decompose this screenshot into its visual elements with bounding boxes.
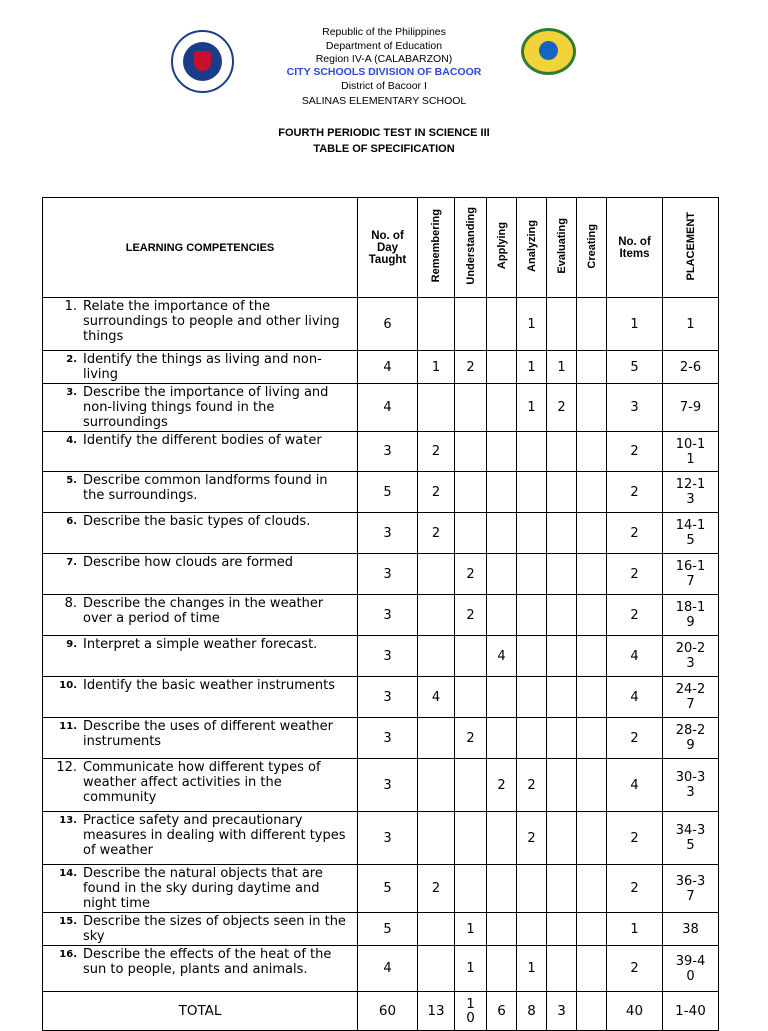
creating-cell — [577, 636, 607, 677]
table-row — [43, 472, 719, 513]
total-days: 60 — [358, 992, 418, 1031]
total-applying: 6 — [487, 992, 517, 1031]
analyzing-cell: 2 — [517, 759, 547, 812]
creating-cell — [577, 351, 607, 384]
analyzing-cell — [517, 677, 547, 718]
remembering-cell: 2 — [418, 865, 455, 913]
competency-number: 4. — [66, 435, 77, 446]
creating-cell — [577, 432, 607, 472]
table-row — [43, 432, 719, 472]
competency-cell — [43, 759, 358, 812]
header-applying: Applying — [487, 198, 517, 298]
competency-text: Communicate how different types of weather affect activities in the community — [83, 760, 321, 805]
evaluating-cell — [547, 432, 577, 472]
competency-number: 7. — [66, 557, 77, 568]
evaluating-cell — [547, 865, 577, 913]
competency-cell — [43, 595, 358, 636]
competency-number: 11. — [59, 721, 77, 732]
evaluating-cell — [547, 513, 577, 554]
creating-cell — [577, 865, 607, 913]
placement-cell: 39-40 — [663, 946, 719, 992]
test-subtitle: TABLE OF SPECIFICATION — [313, 143, 455, 155]
no-of-items-cell: 1 — [607, 913, 663, 946]
competency-text: Identify the different bodies of water — [83, 433, 322, 448]
header-region: Region IV-A (CALABARZON) — [315, 53, 453, 65]
table-row — [43, 636, 719, 677]
competency-number: 5. — [66, 475, 77, 486]
header-analyzing: Analyzing — [517, 198, 547, 298]
table-row — [43, 298, 719, 351]
no-of-items-cell: 1 — [607, 298, 663, 351]
days-taught-cell: 3 — [358, 812, 418, 865]
competency-number: 8. — [64, 596, 77, 611]
analyzing-cell — [517, 595, 547, 636]
applying-cell: 2 — [487, 759, 517, 812]
evaluating-cell — [547, 554, 577, 595]
understanding-cell — [455, 384, 487, 432]
remembering-cell: 2 — [418, 472, 455, 513]
table-row — [43, 595, 719, 636]
no-of-items-cell: 4 — [607, 636, 663, 677]
evaluating-cell — [547, 812, 577, 865]
table-row — [43, 946, 719, 992]
understanding-cell: 2 — [455, 351, 487, 384]
competency-number: 15. — [59, 916, 77, 927]
understanding-cell — [455, 865, 487, 913]
competency-number: 3. — [66, 387, 77, 398]
competency-cell — [43, 554, 358, 595]
competency-cell — [43, 636, 358, 677]
placement-cell: 1 — [663, 298, 719, 351]
understanding-cell: 2 — [455, 595, 487, 636]
placement-cell: 2-6 — [663, 351, 719, 384]
days-taught-cell: 4 — [358, 384, 418, 432]
creating-cell — [577, 554, 607, 595]
no-of-items-cell: 2 — [607, 554, 663, 595]
days-taught-cell: 3 — [358, 432, 418, 472]
total-items: 40 — [607, 992, 663, 1031]
competency-number: 9. — [66, 639, 77, 650]
competency-text: Describe common landforms found in the surroundings. — [83, 473, 328, 503]
remembering-cell — [418, 812, 455, 865]
analyzing-cell — [517, 913, 547, 946]
days-taught-cell: 3 — [358, 636, 418, 677]
analyzing-cell — [517, 718, 547, 759]
days-taught-cell: 5 — [358, 865, 418, 913]
competency-number: 16. — [59, 949, 77, 960]
applying-cell — [487, 351, 517, 384]
creating-cell — [577, 759, 607, 812]
total-analyzing: 8 — [517, 992, 547, 1031]
competency-cell — [43, 913, 358, 946]
header-no-of-items: No. of Items — [607, 198, 663, 298]
competency-text: Practice safety and precautionary measures in dealing with different types of weather — [83, 813, 346, 858]
no-of-items-cell: 2 — [607, 812, 663, 865]
competency-text: Describe how clouds are formed — [83, 555, 294, 570]
days-taught-cell: 5 — [358, 913, 418, 946]
table-row — [43, 913, 719, 946]
evaluating-cell — [547, 636, 577, 677]
header-placement: PLACEMENT — [663, 198, 719, 298]
placement-cell: 24-27 — [663, 677, 719, 718]
competency-cell — [43, 432, 358, 472]
no-of-items-cell: 2 — [607, 472, 663, 513]
placement-cell: 30-33 — [663, 759, 719, 812]
table-row — [43, 554, 719, 595]
no-of-items-cell: 2 — [607, 595, 663, 636]
analyzing-cell: 1 — [517, 298, 547, 351]
evaluating-cell — [547, 718, 577, 759]
competency-text: Describe the basic types of clouds. — [83, 514, 311, 529]
header-division: CITY SCHOOLS DIVISION OF BACOOR — [286, 66, 482, 78]
placement-cell: 7-9 — [663, 384, 719, 432]
header-understanding: Understanding — [455, 198, 487, 298]
days-taught-cell: 6 — [358, 298, 418, 351]
total-creating — [577, 992, 607, 1031]
table-row — [43, 759, 719, 812]
applying-cell — [487, 595, 517, 636]
no-of-items-cell: 3 — [607, 384, 663, 432]
placement-cell: 38 — [663, 913, 719, 946]
days-taught-cell: 3 — [358, 554, 418, 595]
placement-cell: 28-29 — [663, 718, 719, 759]
competency-cell — [43, 812, 358, 865]
evaluating-cell: 1 — [547, 351, 577, 384]
understanding-cell — [455, 812, 487, 865]
placement-cell: 20-23 — [663, 636, 719, 677]
competency-number: 6. — [66, 516, 77, 527]
no-of-items-cell: 2 — [607, 513, 663, 554]
table-row — [43, 351, 719, 384]
applying-cell — [487, 946, 517, 992]
competency-cell — [43, 718, 358, 759]
placement-cell: 36-37 — [663, 865, 719, 913]
competency-number: 1. — [64, 299, 77, 314]
header-days-taught: No. of Day Taught — [358, 198, 418, 298]
understanding-cell — [455, 298, 487, 351]
total-understanding: 10 — [455, 992, 487, 1031]
total-placement: 1-40 — [663, 992, 719, 1031]
creating-cell — [577, 595, 607, 636]
competency-cell — [43, 472, 358, 513]
evaluating-cell — [547, 472, 577, 513]
creating-cell — [577, 718, 607, 759]
remembering-cell: 1 — [418, 351, 455, 384]
header-remembering: Remembering — [418, 198, 455, 298]
creating-cell — [577, 913, 607, 946]
days-taught-cell: 3 — [358, 513, 418, 554]
remembering-cell — [418, 946, 455, 992]
creating-cell — [577, 384, 607, 432]
competency-cell — [43, 677, 358, 718]
analyzing-cell — [517, 636, 547, 677]
creating-cell — [577, 472, 607, 513]
applying-cell — [487, 513, 517, 554]
analyzing-cell — [517, 472, 547, 513]
analyzing-cell: 1 — [517, 351, 547, 384]
competency-text: Describe the effects of the heat of the sun to people, plants and animals. — [83, 947, 332, 977]
remembering-cell: 2 — [418, 513, 455, 554]
applying-cell — [487, 298, 517, 351]
applying-cell: 4 — [487, 636, 517, 677]
competency-text: Describe the natural objects that are found in the sky during daytime and night time — [83, 866, 323, 911]
analyzing-cell — [517, 554, 547, 595]
header-creating: Creating — [577, 198, 607, 298]
evaluating-cell — [547, 677, 577, 718]
applying-cell — [487, 677, 517, 718]
competency-number: 2. — [66, 354, 77, 365]
creating-cell — [577, 677, 607, 718]
competency-cell — [43, 946, 358, 992]
remembering-cell — [418, 913, 455, 946]
no-of-items-cell: 5 — [607, 351, 663, 384]
remembering-cell — [418, 298, 455, 351]
understanding-cell: 2 — [455, 554, 487, 595]
placement-cell: 18-19 — [663, 595, 719, 636]
competency-number: 13. — [59, 815, 77, 826]
no-of-items-cell: 4 — [607, 759, 663, 812]
remembering-cell — [418, 554, 455, 595]
competency-number: 12. — [56, 760, 77, 775]
remembering-cell: 4 — [418, 677, 455, 718]
evaluating-cell — [547, 759, 577, 812]
understanding-cell — [455, 432, 487, 472]
remembering-cell — [418, 636, 455, 677]
competency-cell — [43, 298, 358, 351]
applying-cell — [487, 472, 517, 513]
total-row — [43, 992, 719, 1031]
understanding-cell — [455, 759, 487, 812]
competency-text: Describe the changes in the weather over a period of time — [83, 596, 324, 626]
header-republic: Republic of the Philippines — [322, 26, 446, 38]
competency-text: Describe the sizes of objects seen in the sky — [83, 914, 346, 944]
placement-cell: 10-11 — [663, 432, 719, 472]
table-row — [43, 513, 719, 554]
understanding-cell: 1 — [455, 946, 487, 992]
placement-cell: 14-15 — [663, 513, 719, 554]
competency-text: Interpret a simple weather forecast. — [83, 637, 318, 652]
understanding-cell — [455, 636, 487, 677]
applying-cell — [487, 554, 517, 595]
no-of-items-cell: 2 — [607, 718, 663, 759]
analyzing-cell — [517, 513, 547, 554]
header-competencies: LEARNING COMPETENCIES — [43, 198, 358, 298]
days-taught-cell: 4 — [358, 351, 418, 384]
analyzing-cell — [517, 865, 547, 913]
evaluating-cell — [547, 913, 577, 946]
creating-cell — [577, 298, 607, 351]
competency-cell — [43, 384, 358, 432]
evaluating-cell — [547, 946, 577, 992]
creating-cell — [577, 812, 607, 865]
understanding-cell — [455, 472, 487, 513]
total-remembering: 13 — [418, 992, 455, 1031]
total-evaluating: 3 — [547, 992, 577, 1031]
placement-cell: 16-17 — [663, 554, 719, 595]
table-row — [43, 677, 719, 718]
understanding-cell: 2 — [455, 718, 487, 759]
days-taught-cell: 3 — [358, 759, 418, 812]
competency-cell — [43, 865, 358, 913]
no-of-items-cell: 2 — [607, 946, 663, 992]
competency-text: Describe the uses of different weather instruments — [83, 719, 333, 749]
table-row — [43, 384, 719, 432]
remembering-cell — [418, 759, 455, 812]
creating-cell — [577, 513, 607, 554]
competency-text: Relate the importance of the surroundings to people and other living things — [83, 299, 340, 344]
days-taught-cell: 3 — [358, 718, 418, 759]
analyzing-cell — [517, 432, 547, 472]
competency-cell — [43, 351, 358, 384]
competency-number: 10. — [59, 680, 77, 691]
remembering-cell — [418, 718, 455, 759]
analyzing-cell: 1 — [517, 946, 547, 992]
applying-cell — [487, 718, 517, 759]
competency-cell — [43, 513, 358, 554]
understanding-cell — [455, 513, 487, 554]
analyzing-cell: 1 — [517, 384, 547, 432]
applying-cell — [487, 812, 517, 865]
remembering-cell — [418, 384, 455, 432]
remembering-cell: 2 — [418, 432, 455, 472]
table-of-specification — [42, 197, 719, 1031]
understanding-cell — [455, 677, 487, 718]
applying-cell — [487, 913, 517, 946]
understanding-cell: 1 — [455, 913, 487, 946]
days-taught-cell: 4 — [358, 946, 418, 992]
table-row — [43, 812, 719, 865]
test-title: FOURTH PERIODIC TEST IN SCIENCE III — [278, 127, 490, 139]
applying-cell — [487, 865, 517, 913]
header-department: Department of Education — [325, 40, 443, 52]
header-school: SALINAS ELEMENTARY SCHOOL — [301, 95, 467, 107]
placement-cell: 12-13 — [663, 472, 719, 513]
analyzing-cell: 2 — [517, 812, 547, 865]
competency-text: Identify the basic weather instruments — [83, 678, 336, 693]
creating-cell — [577, 946, 607, 992]
applying-cell — [487, 432, 517, 472]
days-taught-cell: 5 — [358, 472, 418, 513]
evaluating-cell — [547, 595, 577, 636]
header-district: District of Bacoor I — [341, 80, 427, 92]
table-row — [43, 865, 719, 913]
competency-text: Describe the importance of living and non-living things found in the surroundings — [83, 385, 329, 430]
competency-text: Identify the things as living and non-living — [83, 352, 322, 382]
remembering-cell — [418, 595, 455, 636]
days-taught-cell: 3 — [358, 677, 418, 718]
no-of-items-cell: 4 — [607, 677, 663, 718]
days-taught-cell: 3 — [358, 595, 418, 636]
evaluating-cell — [547, 298, 577, 351]
no-of-items-cell: 2 — [607, 432, 663, 472]
total-label: TOTAL — [43, 992, 358, 1031]
applying-cell — [487, 384, 517, 432]
competency-number: 14. — [59, 868, 77, 879]
no-of-items-cell: 2 — [607, 865, 663, 913]
table-row — [43, 718, 719, 759]
placement-cell: 34-35 — [663, 812, 719, 865]
evaluating-cell: 2 — [547, 384, 577, 432]
header-evaluating: Evaluating — [547, 198, 577, 298]
